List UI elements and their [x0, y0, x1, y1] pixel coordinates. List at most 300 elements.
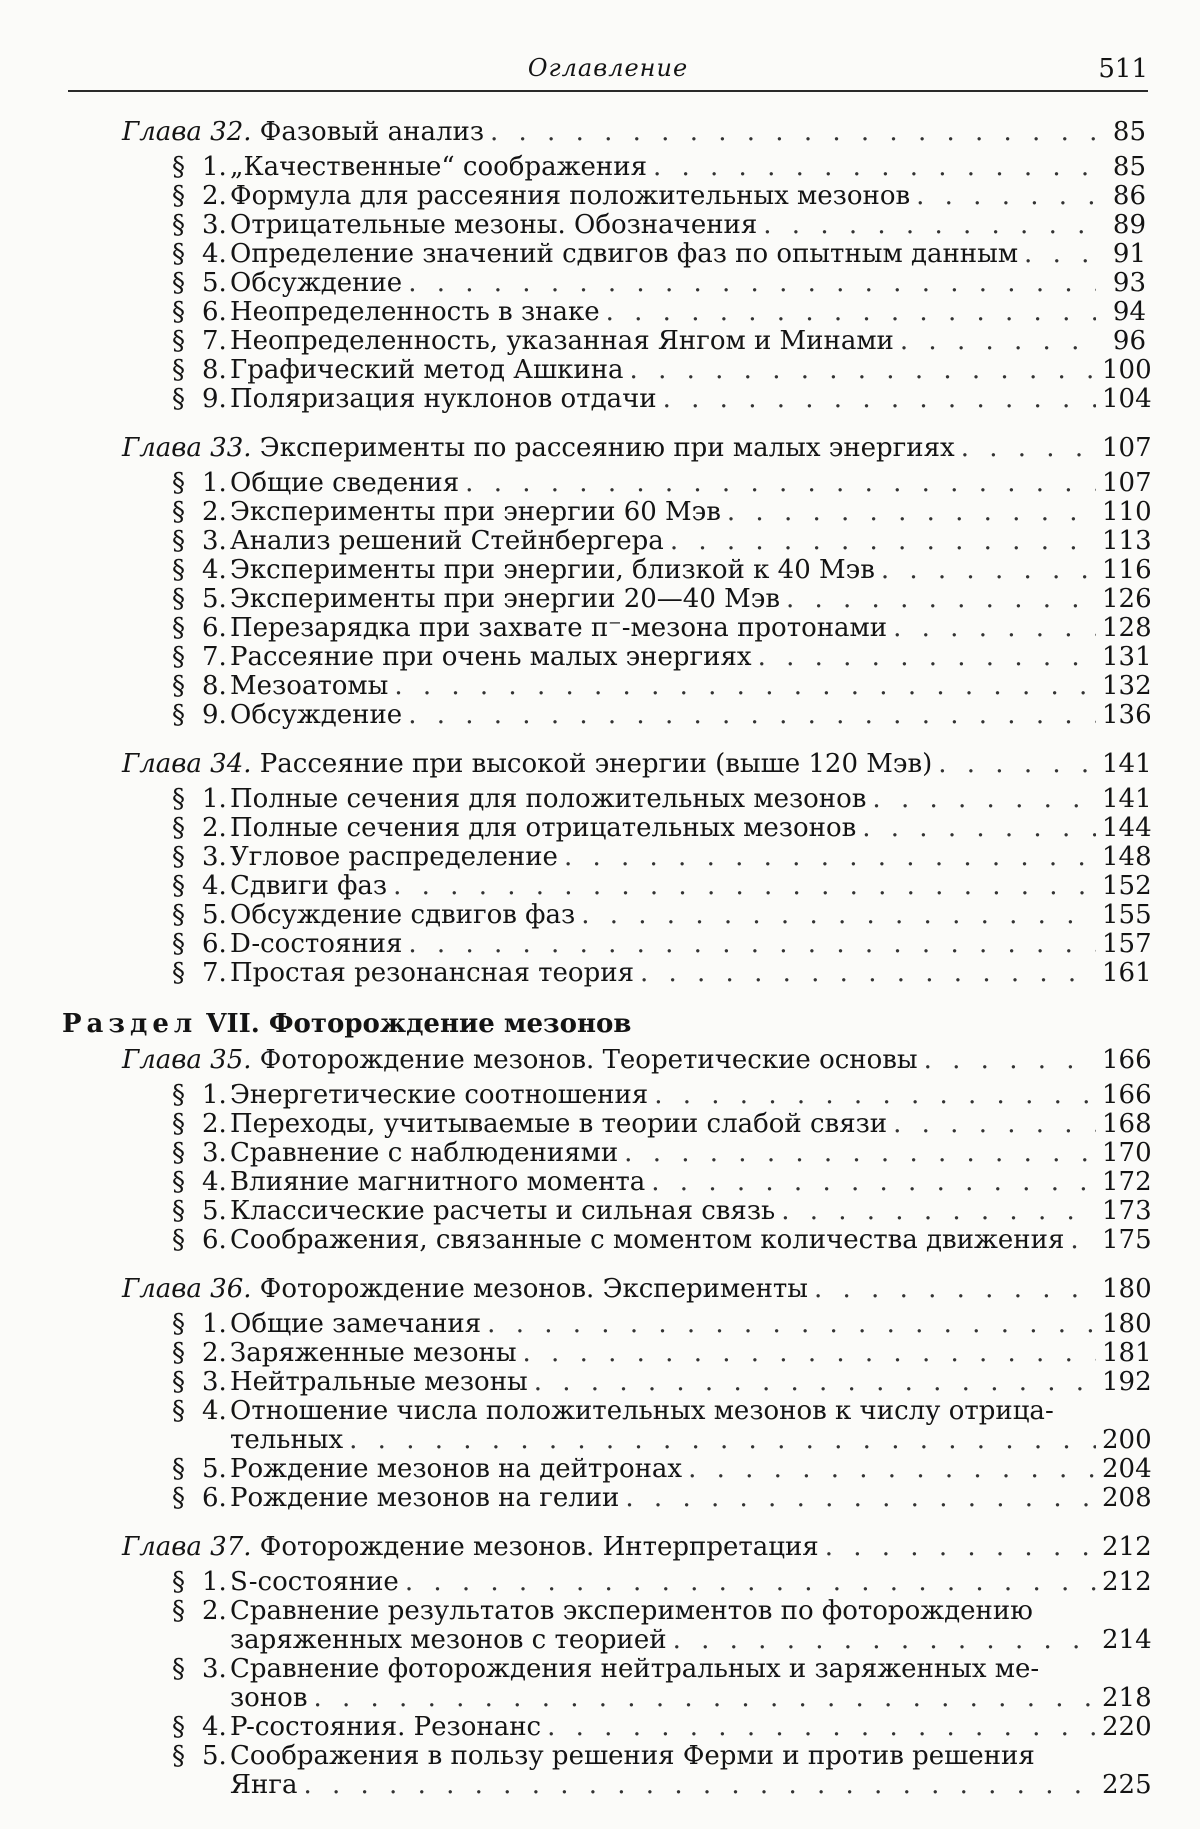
leader-dots [624, 1139, 1096, 1168]
section-number: 3. [202, 1138, 227, 1168]
section-title: Рождение мезонов на дейтронах [230, 1454, 683, 1484]
section-mark: § [172, 958, 185, 988]
leader-dots [670, 527, 1096, 556]
chapter-heading[interactable] [62, 1274, 1152, 1304]
section-entry[interactable] [62, 671, 1152, 701]
section-entry[interactable] [62, 929, 1152, 959]
section-title-line2: заряженных мезонов с теорией [230, 1625, 667, 1655]
section-entry-wrapped[interactable] [62, 1596, 1152, 1655]
section-mark: § [172, 1080, 185, 1110]
chapter-page: 180 [1102, 1274, 1152, 1304]
section-mark: § [172, 497, 185, 527]
section-entry[interactable] [62, 298, 1146, 327]
section-entry[interactable] [62, 555, 1152, 585]
section-page: 180 [1102, 1309, 1152, 1339]
section-title: Перезарядка при захвате π⁻-мезона протонами [230, 613, 888, 643]
section-number: 4. [202, 871, 227, 901]
leader-dots [938, 750, 1096, 779]
leader-dots [394, 672, 1096, 701]
section-entry[interactable] [62, 813, 1152, 843]
section-entry-wrapped[interactable] [62, 1396, 1152, 1455]
chapter-block [62, 433, 1152, 730]
section-title: Эксперименты при энергии, близкой к 40 Мэв [230, 555, 875, 585]
chapter-block [62, 117, 1152, 414]
section-title-line1: Сравнение результатов экспериментов по фоторождению [230, 1596, 1033, 1626]
section-title-line2: зонов [230, 1683, 308, 1713]
part-heading [62, 1008, 1146, 1040]
section-title: Неопределенность в знаке [230, 297, 600, 327]
section-number: 4. [202, 1167, 227, 1197]
section-entry[interactable] [62, 900, 1152, 930]
section-mark: § [172, 871, 185, 901]
section-title: Обсуждение [230, 268, 403, 298]
section-entry[interactable] [62, 1080, 1152, 1110]
header-rule [68, 90, 1148, 92]
section-title: Энергетические соотношения [230, 1080, 649, 1110]
section-title: Простая резонансная теория [230, 958, 634, 988]
section-page: 144 [1102, 813, 1152, 843]
section-page: 200 [1102, 1425, 1152, 1455]
section-number: 5. [202, 1454, 227, 1484]
leader-dots [651, 1168, 1096, 1197]
chapter-heading[interactable] [62, 1045, 1152, 1075]
section-page: 192 [1102, 1367, 1152, 1397]
section-page: 110 [1102, 497, 1152, 527]
section-mark: § [172, 613, 185, 643]
section-mark: § [172, 1567, 185, 1597]
section-mark: § [172, 1225, 185, 1255]
section-number: 6. [202, 1225, 227, 1255]
leader-dots [673, 1626, 1096, 1655]
section-title: Поляризация нуклонов отдачи [230, 384, 657, 414]
section-title: Угловое распределение [230, 842, 558, 872]
leader-dots [688, 1455, 1096, 1484]
chapter-36 [62, 1274, 1152, 1513]
section-page: 113 [1102, 526, 1152, 556]
section-page: 86 [1112, 181, 1146, 211]
chapter-title: Фоторождение мезонов. Теоретические основы [259, 1045, 918, 1075]
section-number: 2. [202, 1338, 227, 1368]
leader-dots [606, 298, 1096, 327]
section-mark: § [172, 1654, 185, 1684]
section-title-line1: Сравнение фоторождения нейтральных и заряженных ме- [230, 1654, 1040, 1684]
leader-dots [630, 356, 1096, 385]
section-number: 5. [202, 268, 227, 298]
leader-dots [825, 1533, 1096, 1562]
section-title: Общие сведения [230, 468, 460, 498]
leader-dots [408, 269, 1096, 298]
section-title: Отрицательные мезоны. Обозначения [230, 210, 758, 240]
section-entry[interactable] [62, 613, 1152, 643]
section-mark: § [172, 355, 185, 385]
chapter-page: 141 [1102, 749, 1152, 779]
section-page: 220 [1102, 1712, 1152, 1742]
section-mark: § [172, 1741, 185, 1771]
section-mark: § [172, 1483, 185, 1513]
section-page: 132 [1102, 671, 1152, 701]
section-title: Анализ решений Стейнбергера [230, 526, 664, 556]
section-mark: § [172, 1712, 185, 1742]
section-entry[interactable] [62, 497, 1152, 527]
section-number: 6. [202, 613, 227, 643]
leader-dots [862, 814, 1096, 843]
section-entry[interactable] [62, 1109, 1152, 1139]
section-number: 7. [202, 958, 227, 988]
section-number: 4. [202, 555, 227, 585]
leader-dots [534, 1368, 1096, 1397]
section-number: 9. [202, 384, 227, 414]
section-mark: § [172, 384, 185, 414]
chapter-prefix: Глава 33. [122, 433, 252, 463]
section-title: Сдвиги фаз [230, 871, 388, 901]
leader-dots [405, 1568, 1096, 1597]
section-title: Эксперименты при энергии 20—40 Мэв [230, 584, 780, 614]
section-mark: § [172, 239, 185, 269]
chapter-heading[interactable] [62, 118, 1146, 147]
section-title-line1: Соображения в пользу решения Ферми и против решения [230, 1741, 1035, 1771]
section-mark: § [172, 1196, 185, 1226]
section-title: Общие замечания [230, 1309, 482, 1339]
section-page: 155 [1102, 900, 1152, 930]
section-page: 93 [1112, 268, 1146, 298]
chapter-heading[interactable] [62, 749, 1152, 779]
section-entry[interactable] [62, 1196, 1152, 1226]
chapter-block [62, 749, 1152, 988]
section-entry[interactable] [62, 1712, 1152, 1742]
section-title: Нейтральные мезоны [230, 1367, 528, 1397]
part-label: Раздел [62, 1009, 198, 1039]
section-mark: § [172, 842, 185, 872]
section-entry[interactable] [62, 784, 1152, 814]
section-entry-wrapped[interactable] [62, 1741, 1152, 1800]
section-page: 214 [1102, 1625, 1152, 1655]
section-title: P-состояния. Резонанс [230, 1712, 542, 1742]
section-page: 212 [1102, 1567, 1152, 1597]
chapter-prefix: Глава 37. [122, 1532, 252, 1562]
section-page: 94 [1112, 297, 1146, 327]
leader-dots [893, 614, 1096, 643]
leader-dots [961, 434, 1096, 463]
section-mark: § [172, 1309, 185, 1339]
section-number: 1. [202, 784, 227, 814]
section-mark: § [172, 1138, 185, 1168]
section-title: Обсуждение сдвигов фаз [230, 900, 576, 930]
section-mark: § [172, 152, 185, 182]
section-entry[interactable] [62, 182, 1146, 211]
chapter-title: Рассеяние при высокой энергии (выше 120 Мэв) [259, 749, 933, 779]
section-number: 1. [202, 1080, 227, 1110]
leader-dots [313, 1684, 1096, 1713]
leader-dots [408, 930, 1096, 959]
section-entry[interactable] [62, 327, 1146, 356]
section-mark: § [172, 1396, 185, 1426]
section-title: Эксперименты при энергии 60 Мэв [230, 497, 721, 527]
section-number: 2. [202, 181, 227, 211]
section-mark: § [172, 1338, 185, 1368]
section-title-line1: Отношение числа положительных мезонов к числу отрица- [230, 1396, 1054, 1426]
leader-dots [581, 901, 1096, 930]
leader-dots [653, 153, 1096, 182]
section-number: 3. [202, 210, 227, 240]
section-mark: § [172, 468, 185, 498]
leader-dots [564, 843, 1096, 872]
section-page: 166 [1102, 1080, 1152, 1110]
section-number: 3. [202, 526, 227, 556]
leader-dots [303, 1771, 1096, 1800]
section-page: 91 [1112, 239, 1146, 269]
section-number: 5. [202, 900, 227, 930]
section-title: Переходы, учитываемые в теории слабой связи [230, 1109, 888, 1139]
section-number: 5. [202, 1741, 227, 1771]
chapter-title: Фазовый анализ [259, 117, 484, 147]
section-page: 161 [1102, 958, 1152, 988]
section-mark: § [172, 642, 185, 672]
section-mark: § [172, 584, 185, 614]
leader-dots [781, 1197, 1096, 1226]
section-page: 136 [1102, 700, 1152, 730]
section-mark: § [172, 1109, 185, 1139]
leader-dots [625, 1484, 1096, 1513]
section-mark: § [172, 326, 185, 356]
table-of-contents [62, 117, 1152, 1820]
running-title: Оглавление [527, 54, 689, 82]
chapter-title: Фоторождение мезонов. Интерпретация [259, 1532, 819, 1562]
running-header [68, 50, 1148, 90]
section-page: 104 [1102, 384, 1152, 414]
section-mark: § [172, 900, 185, 930]
section-entry[interactable] [62, 211, 1146, 240]
section-title-line2: Янга [230, 1770, 298, 1800]
section-number: 4. [202, 1712, 227, 1742]
leader-dots [487, 1310, 1096, 1339]
section-number: 2. [202, 1596, 227, 1626]
section-mark: § [172, 671, 185, 701]
section-number: 1. [202, 1567, 227, 1597]
page-number: 511 [1098, 54, 1148, 84]
section-number: 5. [202, 1196, 227, 1226]
leader-dots [893, 1110, 1096, 1139]
section-page: 148 [1102, 842, 1152, 872]
section-page: 141 [1102, 784, 1152, 814]
leader-dots [349, 1426, 1096, 1455]
section-number: 6. [202, 929, 227, 959]
section-page: 204 [1102, 1454, 1152, 1484]
section-number: 2. [202, 497, 227, 527]
leader-dots [924, 1046, 1096, 1075]
section-number: 3. [202, 842, 227, 872]
section-number: 6. [202, 1483, 227, 1513]
section-number: 9. [202, 700, 227, 730]
section-entry[interactable] [62, 1225, 1152, 1255]
section-page: 157 [1102, 929, 1152, 959]
section-title: Соображения, связанные с моментом количества движения [230, 1225, 1065, 1255]
section-page: 170 [1102, 1138, 1152, 1168]
leader-dots [393, 872, 1096, 901]
section-entry[interactable] [62, 1367, 1152, 1397]
section-page: 168 [1102, 1109, 1152, 1139]
section-entry[interactable] [62, 1338, 1152, 1368]
section-mark: § [172, 784, 185, 814]
section-number: 2. [202, 813, 227, 843]
section-page: 173 [1102, 1196, 1152, 1226]
section-number: 3. [202, 1367, 227, 1397]
chapter-title: Фоторождение мезонов. Эксперименты [259, 1274, 808, 1304]
section-entry[interactable] [62, 1454, 1152, 1484]
section-mark: § [172, 1596, 185, 1626]
section-entry[interactable] [62, 1483, 1152, 1513]
chapter-prefix: Глава 32. [122, 117, 252, 147]
section-entry-wrapped[interactable] [62, 1654, 1152, 1713]
section-title-line2: тельных [230, 1425, 344, 1455]
chapter-36-sections-after [62, 1454, 1152, 1513]
section-page: 107 [1102, 468, 1152, 498]
chapter-page: 85 [1112, 117, 1146, 147]
section-title: Заряженные мезоны [230, 1338, 517, 1368]
leader-dots [872, 785, 1096, 814]
leader-dots [640, 959, 1096, 988]
section-page: 96 [1112, 326, 1146, 356]
section-number: 7. [202, 326, 227, 356]
section-number: 2. [202, 1109, 227, 1139]
section-number: 4. [202, 239, 227, 269]
section-number: 1. [202, 468, 227, 498]
chapter-heading[interactable] [62, 1532, 1152, 1562]
section-mark: § [172, 1367, 185, 1397]
section-title: Рассеяние при очень малых энергиях [230, 642, 752, 672]
chapter-page: 107 [1102, 433, 1152, 463]
section-page: 208 [1102, 1483, 1152, 1513]
chapter-36-sections [62, 1309, 1152, 1397]
section-entry[interactable] [62, 240, 1146, 269]
leader-dots [1024, 240, 1096, 269]
section-entry[interactable] [62, 958, 1152, 988]
section-number: 3. [202, 1654, 227, 1684]
section-title: „Качественные“ соображения [230, 152, 647, 182]
section-mark: § [172, 555, 185, 585]
section-entry[interactable] [62, 153, 1146, 182]
section-page: 116 [1102, 555, 1152, 585]
leader-dots [881, 556, 1096, 585]
section-mark: § [172, 297, 185, 327]
section-page: 85 [1112, 152, 1146, 182]
section-title: Формула для рассеяния положительных мезонов [230, 181, 911, 211]
section-page: 126 [1102, 584, 1152, 614]
section-entry[interactable] [62, 1138, 1152, 1168]
section-number: 7. [202, 642, 227, 672]
section-entry[interactable] [62, 642, 1152, 672]
section-mark: § [172, 700, 185, 730]
section-entry[interactable] [62, 384, 1152, 414]
section-number: 6. [202, 297, 227, 327]
leader-dots [408, 701, 1096, 730]
section-title: Классические расчеты и сильная связь [230, 1196, 776, 1226]
section-page: 152 [1102, 871, 1152, 901]
leader-dots [916, 182, 1096, 211]
section-page: 131 [1102, 642, 1152, 672]
section-entry[interactable] [62, 526, 1152, 556]
section-page: 128 [1102, 613, 1152, 643]
section-number: 1. [202, 152, 227, 182]
leader-dots [465, 469, 1096, 498]
section-mark: § [172, 268, 185, 298]
chapters-group-a [62, 117, 1152, 988]
section-page: 225 [1102, 1770, 1152, 1800]
section-title: Неопределенность, указанная Янгом и Минами [230, 326, 894, 356]
section-page: 181 [1102, 1338, 1152, 1368]
leader-dots [547, 1713, 1096, 1742]
chapter-title: Эксперименты по рассеянию при малых энергиях [259, 433, 955, 463]
part-title: VII. Фоторождение мезонов [206, 1009, 632, 1039]
chapter-37 [62, 1532, 1152, 1800]
section-mark: § [172, 1167, 185, 1197]
leader-dots [758, 643, 1096, 672]
leader-dots [654, 1081, 1096, 1110]
section-mark: § [172, 181, 185, 211]
section-page: 175 [1102, 1225, 1152, 1255]
section-mark: § [172, 526, 185, 556]
chapter-prefix: Глава 34. [122, 749, 252, 779]
section-title: S-состояние [230, 1567, 399, 1597]
leader-dots [490, 118, 1096, 147]
leader-dots [727, 498, 1096, 527]
section-title: Полные сечения для отрицательных мезонов [230, 813, 857, 843]
section-entry[interactable] [62, 700, 1152, 730]
section-entry[interactable] [62, 584, 1152, 614]
section-entry[interactable] [62, 1567, 1152, 1597]
leader-dots [814, 1275, 1096, 1304]
leader-dots [663, 385, 1096, 414]
section-page: 172 [1102, 1167, 1152, 1197]
section-title: Обсуждение [230, 700, 403, 730]
section-title: Полные сечения для положительных мезонов [230, 784, 867, 814]
section-number: 1. [202, 1309, 227, 1339]
leader-dots [523, 1339, 1096, 1368]
section-mark: § [172, 210, 185, 240]
section-title: D-состояния [230, 929, 403, 959]
section-page: 100 [1102, 355, 1152, 385]
chapter-heading[interactable] [62, 433, 1152, 463]
chapter-page: 166 [1102, 1045, 1152, 1075]
section-entry[interactable] [62, 1167, 1152, 1197]
section-entry[interactable] [62, 355, 1152, 385]
chapter-page: 212 [1102, 1532, 1152, 1562]
section-title: Определение значений сдвигов фаз по опытным данным [230, 239, 1019, 269]
section-title: Влияние магнитного момента [230, 1167, 646, 1197]
section-entry[interactable] [62, 468, 1152, 498]
section-entry[interactable] [62, 842, 1152, 872]
section-number: 8. [202, 355, 227, 385]
leader-dots [900, 327, 1096, 356]
section-title: Сравнение с наблюдениями [230, 1138, 619, 1168]
chapter-prefix: Глава 35. [122, 1045, 252, 1075]
section-entry[interactable] [62, 1309, 1152, 1339]
section-title: Рождение мезонов на гелии [230, 1483, 620, 1513]
section-number: 8. [202, 671, 227, 701]
section-title: Мезоатомы [230, 671, 389, 701]
section-number: 4. [202, 1396, 227, 1426]
chapter-prefix: Глава 36. [122, 1274, 252, 1304]
section-title: Графический метод Ашкина [230, 355, 624, 385]
leader-dots [786, 585, 1096, 614]
section-entry[interactable] [62, 269, 1146, 298]
leader-dots [1070, 1226, 1096, 1255]
section-mark: § [172, 1454, 185, 1484]
section-mark: § [172, 813, 185, 843]
leader-dots [763, 211, 1096, 240]
chapter-35 [62, 1045, 1152, 1255]
section-page: 218 [1102, 1683, 1152, 1713]
section-entry[interactable] [62, 871, 1152, 901]
